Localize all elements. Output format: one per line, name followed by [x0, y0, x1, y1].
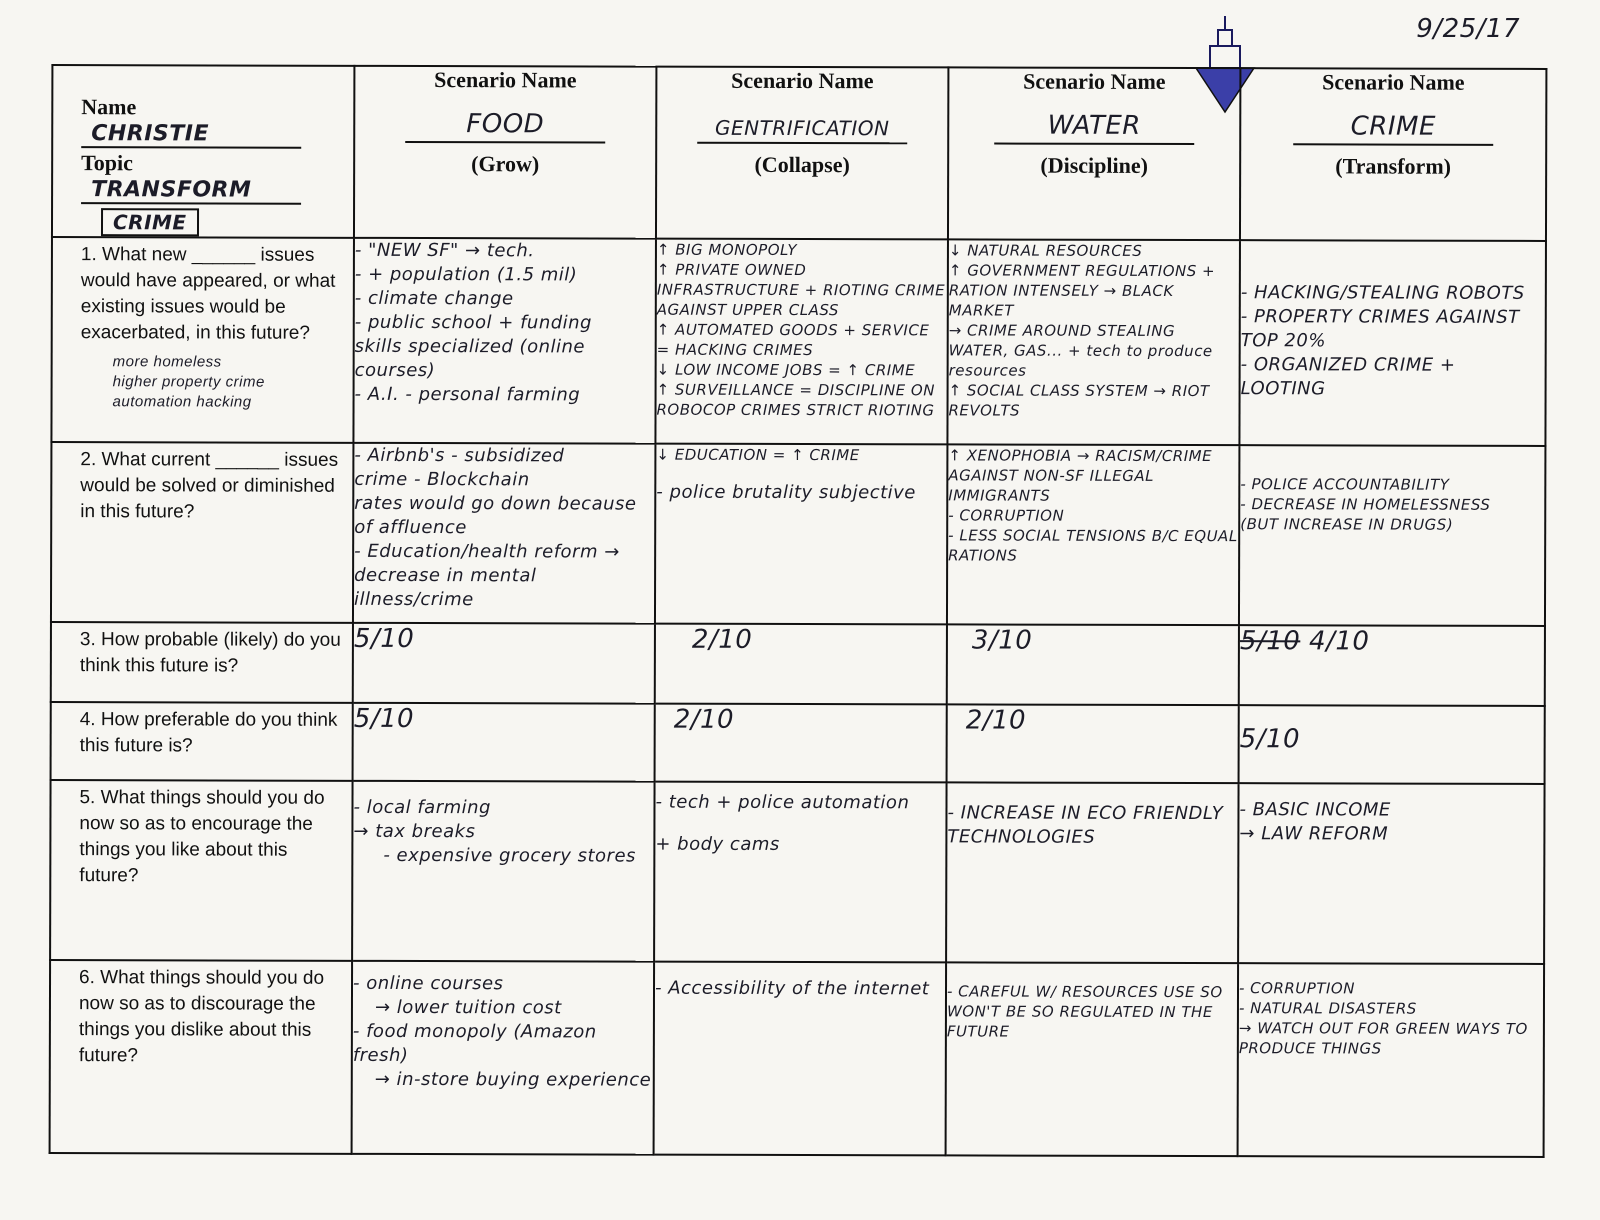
answer-q1-transform: [1239, 240, 1546, 446]
struck-score: 5/10: [1239, 626, 1301, 657]
name-label: Name: [81, 94, 137, 120]
scenario-header-grow: [354, 66, 656, 239]
answer-q1-grow: [353, 238, 656, 444]
question-4: [51, 702, 353, 781]
answer-line: - HACKING/STEALING ROBOTS: [1240, 282, 1525, 304]
answer-line: - police brutality subjective: [656, 481, 916, 504]
answer-line: - DECREASE IN HOMELESSNESS: [1240, 495, 1491, 514]
answer-q3-grow: 5/10: [353, 623, 655, 704]
question-text: 4. How preferable do you think this future is?: [79, 709, 338, 757]
answer-line: - BASIC INCOME: [1239, 799, 1391, 821]
answer-line: (BUT INCREASE IN DRUGS): [1240, 515, 1454, 534]
answer-q6-collapse: [654, 962, 947, 1156]
margin-note-line: automation hacking: [112, 393, 252, 411]
answer-line: skills specialized (online courses): [354, 335, 586, 382]
answer-q5-transform: [1238, 783, 1544, 964]
question-3: [51, 622, 353, 703]
answer-line: - Education/health reform → decrease in mental illness/crime: [354, 540, 620, 611]
scenario-table: [49, 64, 1548, 1158]
answer-line: → in-store buying experience: [374, 1068, 652, 1091]
answer-line: - local farming: [353, 796, 492, 819]
score-value: 4/10: [1309, 626, 1370, 657]
answer-line: - PROPERTY CRIMES AGAINST TOP 20%: [1240, 306, 1520, 352]
answer-line: → lower tuition cost: [374, 996, 562, 1019]
answer-line: → WATCH OUT FOR GREEN WAYS TO PRODUCE THINGS: [1238, 1019, 1528, 1058]
answer-q3-collapse: 2/10: [655, 624, 947, 705]
answer-line: ↑ PRIVATE OWNED INFRASTRUCTURE + RIOTING CRIME AGAINST UPPER CLASS: [656, 260, 946, 320]
question-text: 3. How probable (likely) do you think this future is?: [79, 629, 341, 677]
answer-line: - "NEW SF" → tech.: [354, 239, 535, 262]
question-5: [50, 780, 352, 961]
answer-line: - public school + funding: [354, 311, 593, 334]
margin-note-line: higher property crime: [112, 373, 265, 391]
answer-line: - online courses: [352, 972, 504, 995]
answer-q6-grow: [352, 961, 655, 1155]
answer-line: ↑ SURVEILLANCE = DISCIPLINE ON ROBOCOP CRIMES STRICT RIOTING: [656, 380, 935, 420]
answer-q2-discipline: [947, 444, 1239, 625]
date: 9/25/17: [1416, 14, 1520, 44]
scenario-type: (Collapse): [754, 151, 850, 178]
answer-line: - expensive grocery stores: [383, 844, 636, 867]
answer-q6-discipline: [946, 962, 1239, 1156]
answer-line: - ORGANIZED CRIME + LOOTING: [1240, 354, 1456, 400]
question-2: [51, 442, 353, 623]
scenario-name: WATER: [994, 111, 1194, 146]
answer-line: - climate change: [354, 287, 514, 310]
answer-q3-transform: [1239, 625, 1545, 706]
answer-q6-transform: [1238, 963, 1545, 1157]
scenario-type: (Transform): [1335, 153, 1452, 179]
question-1: [51, 237, 354, 443]
scenario-header-transform: [1240, 68, 1546, 241]
answer-q1-collapse: [655, 239, 948, 445]
answer-line: - tech + police automation: [655, 791, 910, 814]
answer-line: ↓ LOW INCOME JOBS = ↑ CRIME: [656, 360, 916, 380]
answer-line: → CRIME AROUND STEALING WATER, GAS... + tech to produce resources: [948, 321, 1213, 380]
answer-line: - INCREASE IN ECO FRIENDLY TECHNOLOGIES: [947, 802, 1224, 848]
scenario-type: (Discipline): [1040, 152, 1148, 178]
answer-q5-grow: [352, 781, 654, 962]
answer-line: ↑ BIG MONOPOLY: [656, 240, 798, 259]
answer-line: - A.I. - personal farming: [354, 383, 581, 406]
answer-line: - CAREFUL W/ RESOURCES USE SO WON'T BE SO REGULATED IN THE FUTURE: [946, 982, 1223, 1041]
question-text: 2. What current ______ issues would be solved or diminished in this future?: [80, 449, 339, 523]
answer-line: ↑ AUTOMATED GOODS + SERVICE = HACKING CRIMES: [656, 320, 930, 360]
answer-line: ↓ EDUCATION = ↑ CRIME: [656, 445, 860, 465]
q1-margin-note: [53, 348, 353, 413]
answer-line: + body cams: [655, 833, 780, 855]
topic-value: TRANSFORM: [91, 177, 252, 203]
name-value: CHRISTIE: [91, 121, 210, 147]
answer-q2-collapse: [655, 444, 947, 625]
answer-line: - CORRUPTION: [1238, 979, 1355, 998]
answer-line: ↑ SOCIAL CLASS SYSTEM → RIOT REVOLTS: [948, 381, 1210, 420]
answer-line: rates would go down because of affluence: [354, 492, 637, 539]
scenario-name: FOOD: [405, 109, 605, 144]
answer-line: - NATURAL DISASTERS: [1238, 999, 1417, 1018]
topic-box: CRIME: [101, 208, 199, 236]
answer-line: - CORRUPTION: [948, 506, 1065, 525]
answer-q4-transform: 5/10: [1239, 705, 1545, 784]
answer-q4-discipline: 2/10: [947, 704, 1239, 783]
answer-q4-grow: 5/10: [353, 703, 655, 782]
answer-q2-transform: [1239, 445, 1545, 626]
topic-label: Topic: [81, 150, 133, 176]
question-text: 6. What things should you do now so as to discourage the things you dislike about this future?: [78, 967, 325, 1067]
scenario-type: (Grow): [471, 151, 540, 177]
scenario-label: Scenario Name: [1023, 68, 1166, 94]
answer-line: - food monopoly (Amazon fresh): [352, 1020, 597, 1066]
answer-q5-collapse: [654, 782, 946, 963]
name-topic-cell: [52, 65, 354, 238]
answer-line: → tax breaks: [353, 820, 476, 843]
answer-line: - Airbnb's - subsidized: [354, 444, 565, 467]
answer-line: - POLICE ACCOUNTABILITY: [1240, 475, 1450, 494]
answer-line: crime - Blockchain: [354, 468, 530, 491]
scenario-header-discipline: [948, 67, 1240, 240]
answer-line: - + population (1.5 mil): [354, 263, 578, 286]
scenario-name: CRIME: [1293, 111, 1493, 146]
answer-q3-discipline: 3/10: [947, 624, 1239, 705]
scenario-label: Scenario Name: [1322, 69, 1465, 95]
scenario-label: Scenario Name: [434, 67, 577, 93]
question-6: [50, 960, 353, 1154]
answer-line: ↑ GOVERNMENT REGULATIONS + RATION INTENSELY → BLACK MARKET: [948, 261, 1216, 320]
scenario-label: Scenario Name: [731, 67, 874, 94]
answer-line: ↑ XENOPHOBIA → RACISM/CRIME AGAINST NON-SF ILLEGAL IMMIGRANTS: [948, 446, 1213, 505]
answer-line: ↓ NATURAL RESOURCES: [948, 241, 1143, 260]
answer-line: - Accessibility of the internet: [654, 977, 930, 1000]
margin-note-line: more homeless: [112, 353, 222, 371]
scenario-header-collapse: [656, 67, 948, 240]
question-text: 1. What new ______ issues would have appeared, or what existing issues would be exacerbated, in this future?: [80, 244, 336, 344]
answer-line: → LAW REFORM: [1239, 823, 1389, 845]
answer-q4-collapse: 2/10: [655, 704, 947, 783]
answer-line: - LESS SOCIAL TENSIONS B/C EQUAL RATIONS: [948, 526, 1238, 565]
scenario-name: GENTRIFICATION: [697, 110, 907, 145]
answer-q1-discipline: [947, 239, 1240, 445]
question-text: 5. What things should you do now so as to encourage the things you like about this future?: [79, 787, 325, 887]
answer-q5-discipline: [946, 782, 1238, 963]
answer-q2-grow: [353, 443, 655, 624]
